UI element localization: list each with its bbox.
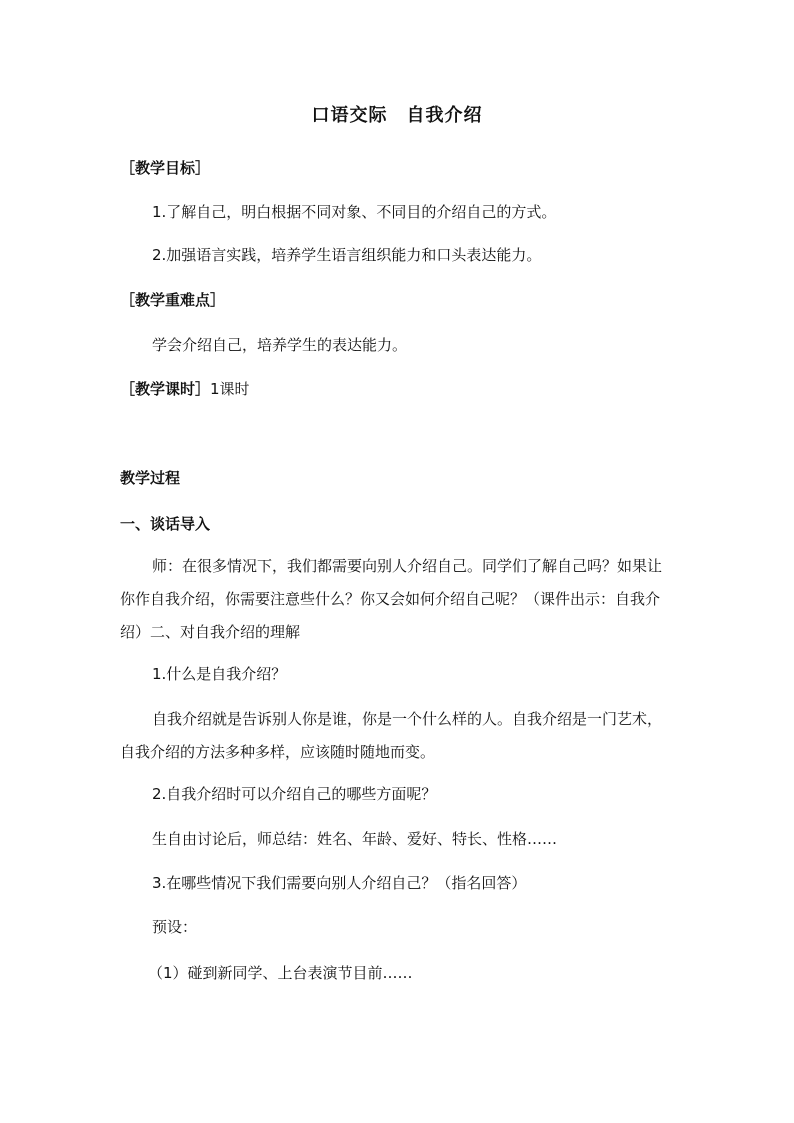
- goals-heading: ［教学目标］: [120, 159, 211, 177]
- question-1: 1.什么是自我介绍？: [152, 665, 287, 683]
- key-points-text: 学会介绍自己，培养学生的表达能力。: [152, 336, 408, 354]
- question-3: 3.在哪些情况下我们需要向别人介绍自己？（指名回答）: [152, 874, 527, 892]
- process-heading: 教学过程: [120, 469, 181, 487]
- section1-heading: 一、谈话导入: [120, 515, 211, 533]
- goal-item-2: 2.加强语言实践，培养学生语言组织能力和口头表达能力。: [152, 246, 542, 264]
- hours-value: 1课时: [210, 380, 250, 398]
- hours-row: [120, 379, 250, 399]
- section1-paragraph: 师：在很多情况下，我们都需要向别人介绍自己。同学们了解自己吗？如果让你作自我介绍，你需要注意些什么？你又会如何介绍自己呢？（课件出示：自我介绍）二、对自我介绍的理解: [120, 557, 663, 641]
- hours-heading: ［教学课时］: [120, 380, 211, 398]
- key-points-heading: ［教学重难点］: [120, 291, 226, 309]
- preset-label: 预设：: [152, 918, 198, 936]
- goal-item-1: 1.了解自己，明白根据不同对象、不同目的介绍自己的方式。: [152, 203, 557, 221]
- answer-2: 生自由讨论后，师总结：姓名、年龄、爱好、特长、性格……: [152, 830, 558, 848]
- answer-1: 自我介绍就是告诉别人你是谁，你是一个什么样的人。自我介绍是一门艺术，自我介绍的方法多种多样，应该随时随地而变。: [120, 710, 663, 761]
- preset-item-1: （1）碰到新同学、上台表演节目前……: [148, 964, 413, 982]
- question-2: 2.自我介绍时可以介绍自己的哪些方面呢？: [152, 785, 437, 803]
- page-title: 口语交际 自我介绍: [311, 105, 483, 126]
